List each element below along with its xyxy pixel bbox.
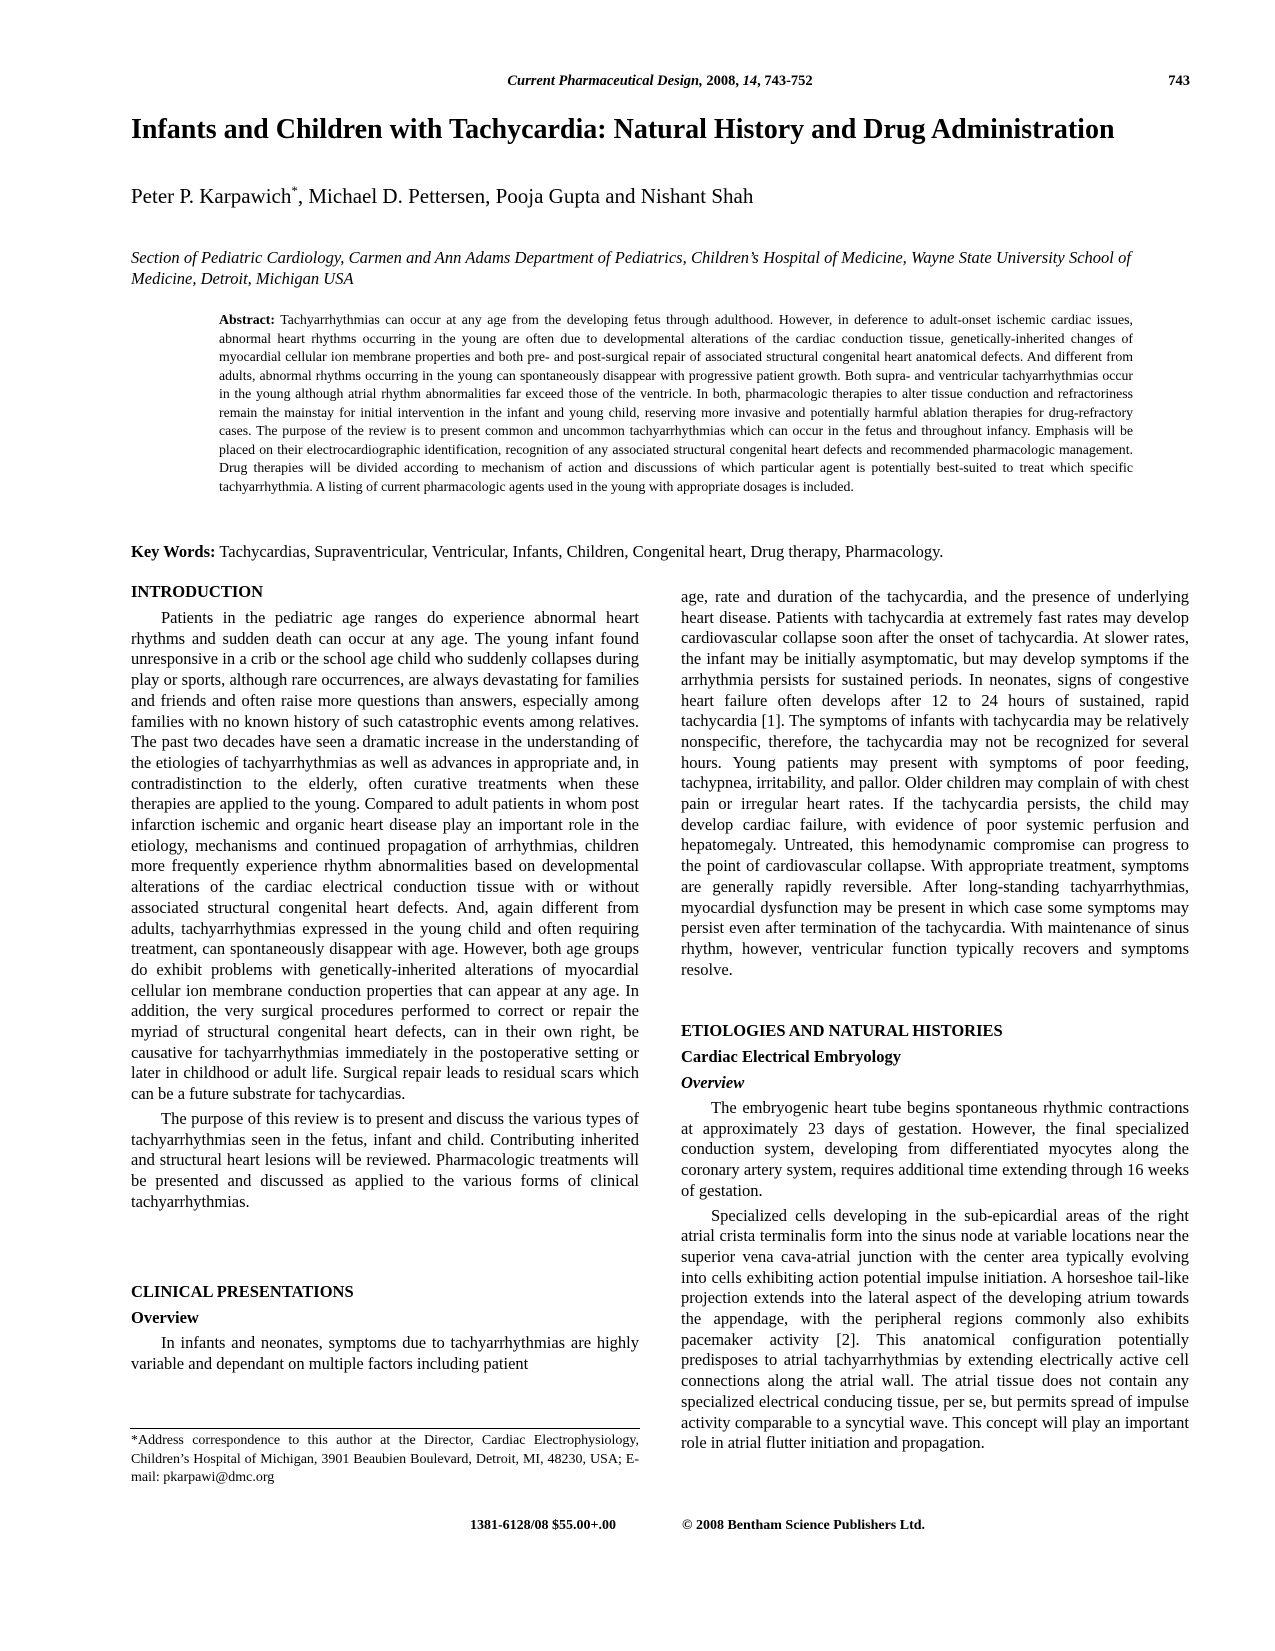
author-list (131, 183, 753, 209)
author-first: Peter P. Karpawich (131, 184, 292, 208)
embryology-body (681, 1098, 1189, 1454)
running-header (130, 73, 1190, 93)
page-number: 743 (1168, 73, 1190, 89)
embryology-paragraph-1: The embryogenic heart tube begins spontaneous rhythmic contractions at approximately 23 days of gestation. However, the final specialized conduction system, developing from differentiated myocytes along the coronary artery system, requires additional time extending through 16 weeks of gestation. (681, 1098, 1189, 1200)
introduction-heading: INTRODUCTION (131, 582, 264, 601)
journal-volume: 14 (742, 73, 758, 89)
introduction-body (131, 608, 639, 1212)
keywords-text: Tachycardias, Supraventricular, Ventricular, Infants, Children, Congenital heart, Drug therapy, Pharmacology. (215, 542, 944, 561)
embryology-overview-heading: Overview (681, 1073, 745, 1092)
clinical-body (131, 1333, 639, 1374)
journal-citation (130, 73, 1190, 90)
abstract-label: Abstract: (219, 312, 275, 327)
etiologies-heading: ETIOLOGIES AND NATURAL HISTORIES (681, 1021, 1003, 1040)
corresponding-marker: * (291, 183, 298, 198)
clinical-overview-heading: Overview (131, 1308, 199, 1327)
abstract-text: Tachyarrhythmias can occur at any age from the developing fetus through adulthood. However, in deference to adult-onset ischemic cardiac issues, abnormal heart rhythms occurring in the young are often due to developmental alterations of the cardiac conduction tissue, genetically-inherited changes of myocardial cellular ion membrane properties and both pre- and post-surgical repair of associated structural congenital heart anatomical defects. And different from adults, abnormal rhythms occurring in the young can spontaneously disappear with progressive patient growth. Both supra- and ventricular tachyarrhythmias occur in the young although atrial rhythm abnormalities far exceed those of the ventricle. In both, pharmacologic therapies to alter tissue conduction and refractoriness remain the mainstay for initial intervention in the infant and young child, reserving more invasive and potentially harmful ablation therapies for drug-refractory cases. The purpose of the review is to present common and uncommon tachyarrhythmias which can occur in the fetus and throughout infancy. Emphasis will be placed on their electrocardiographic identification, recognition of any associated structural congenital heart defects and recommended pharmacologic management. Drug therapies will be divided according to mechanism of action and discussions of which particular agent is potentially best-suited to treat which specific tachyarrhythmia. A listing of current pharmacologic agents used in the young with appropriate dosages is included. (219, 312, 1133, 494)
journal-name: Current Pharmaceutical Design, (507, 73, 703, 89)
author-rest: , Michael D. Pettersen, Pooja Gupta and Nishant Shah (297, 184, 754, 208)
article-title: Infants and Children with Tachycardia: Natural History and Drug Administration (131, 114, 1115, 145)
affiliation: Section of Pediatric Cardiology, Carmen and Ann Adams Department of Pediatrics, Children’s Hospital of Medicine, Wayne State University School of Medicine, Detroit, Michigan USA (131, 248, 1131, 288)
clinical-presentations-heading: CLINICAL PRESENTATIONS (131, 1282, 354, 1301)
intro-paragraph-1: Patients in the pediatric age ranges do experience abnormal heart rhythms and sudden death can occur at any age. The young infant found unresponsive in a crib or the school age child who suddenly collapses during play or sports, although rare occurrences, are always devastating for families and friends and often raise more questions than answers, especially among families with no known history of such catastrophic events among relatives. The past two decades have seen a dramatic increase in the understanding of the etiologies of tachyarrhythmias as well as advances in appropriate and, in contradistinction to the elderly, often curative treatments when these therapies are applied to the young. Compared to adult patients in whom post infarction ischemic and organic heart disease play an important role in the etiology, mechanisms and continued propagation of arrhythmias, children more frequently experience rhythm abnormalities based on developmental alterations of the cardiac electrical conduction tissue with or without associated structural congenital heart defects. And, again different from adults, tachyarrhythmias expressed in the young child and often requiring treatment, can spontaneously disappear with age. However, both age groups do exhibit problems with genetically-inherited alterations of myocardial cellular ion membrane conduction properties that can appear at any age. In addition, the very surgical procedures performed to correct or repair the myriad of structural congenital heart defects, can in their own right, be causative for tachyarrhythmias immediately in the postoperative setting or later in childhood or adult life. Surgical repair leads to residual scars which can be a future substrate for tachycardias. (131, 608, 639, 1104)
intro-paragraph-2: The purpose of this review is to present and discuss the various types of tachyarrhythmias seen in the fetus, infant and child. Contributing inherited and structural heart lesions will be reviewed. Pharmacologic treatments will be presented and discussed as applied to the various forms of clinical tachyarrhythmias. (131, 1108, 639, 1211)
embryology-paragraph-2: Specialized cells developing in the sub-epicardial areas of the right atrial crista terminalis form into the sinus node at variable locations near the superior vena cava-atrial junction with the center area typically evolving into cells exhibiting action potential impulse initiation. A horseshoe tail-like projection extends into the lateral aspect of the developing atrium towards the appendage, with the peripheral regions commonly also exhibits pacemaker activity [2]. This anatomical configuration potentially predisposes to atrial tachyarrhythmias by extending electrically active cell connections along the atrial wall. The atrial tissue does not contain any specialized electrical conducing tissue, per se, but permits spread of impulse activity comparable to a syncytial wave. This concept will play an important role in atrial flutter initiation and propagation. (681, 1205, 1189, 1453)
correspondence-footnote: *Address correspondence to this author at the Director, Cardiac Electrophysiology, Children’s Hospital of Michigan, 3901 Beaubien Boulevard, Detroit, MI, 48230, USA; E-mail: pkarpawi@dmc.org (131, 1433, 639, 1485)
abstract (219, 311, 1133, 496)
keywords (131, 542, 1191, 562)
keywords-label: Key Words: (131, 542, 216, 561)
clinical-paragraph-continued: age, rate and duration of the tachycardia, and the presence of underlying heart disease. Patients with tachycardia at extremely fast rates may develop cardiovascular collapse soon after the onset of tachycardia. At slower rates, the infant may be initially asymptomatic, but may develop symptoms if the arrhythmia persists for sustained periods. In neonates, signs of congestive heart failure often develops after 12 to 24 hours of sustained, rapid tachycardia [1]. The symptoms of infants with tachycardia may be relatively nonspecific, therefore, the tachycardia may not be recognized for several hours. Young patients may present with symptoms of poor feeding, tachypnea, irritability, and pallor. Older children may complain of with chest pain or irregular heart rates. If the tachycardia persists, the child may develop cardiac failure, with evidence of poor systemic perfusion and hepatomegaly. Untreated, this hemodynamic compromise can progress to the point of cardiovascular collapse. With appropriate treatment, symptoms are generally rapidly reversible. After long-standing tachyarrhythmias, myocardial dysfunction may be present in which case some symptoms may persist even after termination of the tachycardia. With maintenance of sinus rhythm, however, ventricular function typically recovers and symptoms resolve. (681, 587, 1189, 979)
journal-year: 2008, (702, 73, 743, 89)
footnote-divider (130, 1428, 640, 1429)
footer-issn: 1381-6128/08 $55.00+.00 (470, 1518, 617, 1533)
embryology-heading: Cardiac Electrical Embryology (681, 1047, 901, 1066)
journal-pages: , 743-752 (757, 73, 813, 89)
footer-copyright: © 2008 Bentham Science Publishers Ltd. (682, 1518, 926, 1533)
clinical-continued (681, 587, 1189, 980)
clinical-paragraph-1: In infants and neonates, symptoms due to tachyarrhythmias are highly variable and dependant on multiple factors including patient (131, 1333, 639, 1373)
